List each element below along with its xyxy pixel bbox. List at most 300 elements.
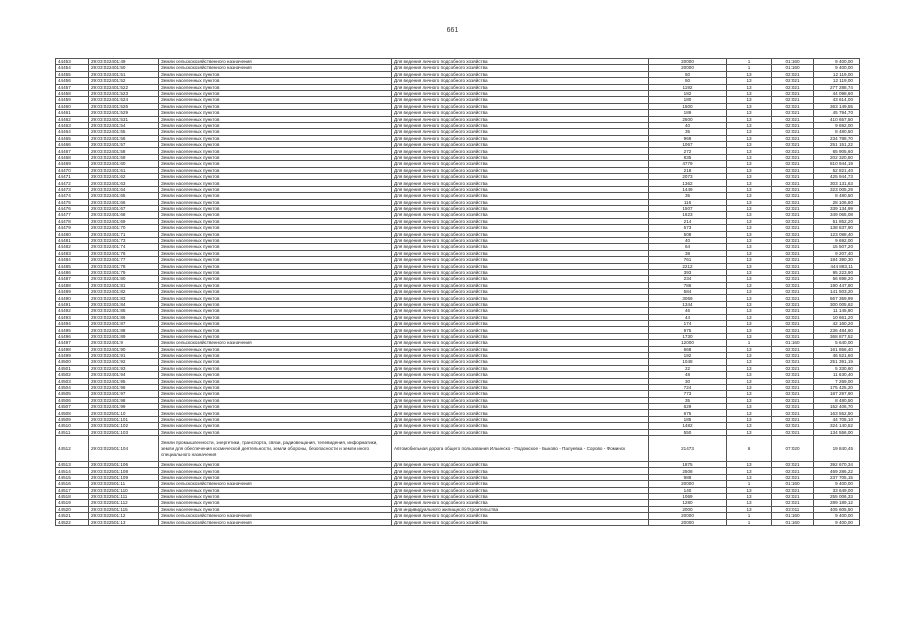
table-row: [56, 436, 860, 462]
cadastral-number: 29:03:022401:83: [89, 295, 159, 301]
cadastral-value: 42 160,20: [814, 321, 860, 327]
activity-code: 02:021: [772, 167, 814, 173]
cadastral-number: 29:03:022401:88: [89, 327, 159, 333]
group-number: 13: [727, 231, 772, 237]
area-value: 22: [649, 365, 727, 371]
row-number: 44483: [56, 250, 89, 256]
land-category: Земли населенных пунктов: [159, 494, 392, 500]
row-number: 44466: [56, 142, 89, 148]
activity-code: 02:021: [772, 494, 814, 500]
cadastral-number: 29:03:022401:87: [89, 321, 159, 327]
permitted-use: Для ведения личного подсобного хозяйства: [392, 250, 649, 256]
permitted-use: Для ведения личного подсобного хозяйства: [392, 327, 649, 333]
land-category: Земли населенных пунктов: [159, 167, 392, 173]
group-number: 13: [727, 161, 772, 167]
cadastral-number: 29:03:022401:95: [89, 378, 159, 384]
activity-code: 07:020: [772, 436, 814, 462]
row-number: 44491: [56, 301, 89, 307]
permitted-use: Для ведения личного подсобного хозяйства: [392, 308, 649, 314]
land-category: Земли населенных пунктов: [159, 129, 392, 135]
area-value: 668: [649, 346, 727, 352]
group-number: 13: [727, 397, 772, 403]
row-number: 44467: [56, 148, 89, 154]
land-registry-table: [55, 58, 860, 526]
permitted-use: Для ведения личного подсобного хозяйства: [392, 474, 649, 480]
permitted-use: Для ведения личного подсобного хозяйства: [392, 340, 649, 346]
row-number: 44468: [56, 154, 89, 160]
activity-code: 02:011: [772, 506, 814, 512]
row-number: 44487: [56, 276, 89, 282]
cadastral-number: 29:03:022401:531: [89, 116, 159, 122]
land-category: Земли населенных пунктов: [159, 142, 392, 148]
cadastral-value: 9 400,00: [814, 513, 860, 519]
area-value: 116: [649, 199, 727, 205]
group-number: 13: [727, 244, 772, 250]
area-value: 20000: [649, 513, 727, 519]
cadastral-value: 324 140,52: [814, 423, 860, 429]
cadastral-value: 7 269,00: [814, 378, 860, 384]
cadastral-number: 29:03:022401:66: [89, 199, 159, 205]
cadastral-value: 237 705,15: [814, 474, 860, 480]
cadastral-number: 29:03:022501:112: [89, 500, 159, 506]
cadastral-number: 29:03:022401:82: [89, 289, 159, 295]
group-number: 13: [727, 116, 772, 122]
area-value: 1500: [649, 103, 727, 109]
activity-code: 01:160: [772, 513, 814, 519]
permitted-use: Для ведения личного подсобного хозяйства: [392, 180, 649, 186]
area-value: 761: [649, 257, 727, 263]
cadastral-value: 405 605,50: [814, 506, 860, 512]
row-number: 44517: [56, 487, 89, 493]
permitted-use: Для ведения личного подсобного хозяйства: [392, 494, 649, 500]
area-value: 35: [649, 193, 727, 199]
row-number: 44479: [56, 225, 89, 231]
cadastral-value: 255 006,33: [814, 494, 860, 500]
permitted-use: Для ведения личного подсобного хозяйства: [392, 468, 649, 474]
row-number: 44512: [56, 436, 89, 462]
permitted-use: Для ведения личного подсобного хозяйства: [392, 244, 649, 250]
cadastral-value: 8 480,50: [814, 129, 860, 135]
permitted-use: Для ведения личного подсобного хозяйства: [392, 314, 649, 320]
group-number: 13: [727, 282, 772, 288]
group-number: 13: [727, 289, 772, 295]
activity-code: 02:021: [772, 218, 814, 224]
activity-code: 02:021: [772, 244, 814, 250]
row-number: 44519: [56, 500, 89, 506]
group-number: 13: [727, 174, 772, 180]
land-category: Земли населенных пунктов: [159, 257, 392, 263]
cadastral-value: 810 944,19: [814, 161, 860, 167]
cadastral-number: 29:03:022401:98: [89, 397, 159, 403]
cadastral-value: 52 821,40: [814, 167, 860, 173]
area-value: 2000: [649, 506, 727, 512]
area-value: 180: [649, 97, 727, 103]
row-number: 44484: [56, 257, 89, 263]
area-value: 12000: [649, 340, 727, 346]
land-category: Земли населенных пунктов: [159, 205, 392, 211]
group-number: 13: [727, 129, 772, 135]
group-number: 13: [727, 359, 772, 365]
activity-code: 02:021: [772, 135, 814, 141]
activity-code: 02:021: [772, 404, 814, 410]
cadastral-number: 29:03:022401:81: [89, 282, 159, 288]
cadastral-number: 29:03:022501:101: [89, 416, 159, 422]
row-number: 44509: [56, 416, 89, 422]
cadastral-number: 29:03:022501:12: [89, 513, 159, 519]
row-number: 44496: [56, 333, 89, 339]
land-category: Земли населенных пунктов: [159, 282, 392, 288]
permitted-use: Для ведения личного подсобного хозяйства: [392, 365, 649, 371]
cadastral-number: 29:03:022401:55: [89, 129, 159, 135]
cadastral-value: 15 507,20: [814, 244, 860, 250]
group-number: 13: [727, 154, 772, 160]
land-category: Земли населенных пунктов: [159, 372, 392, 378]
area-value: 393: [649, 269, 727, 275]
permitted-use: Для ведения личного подсобного хозяйства: [392, 500, 649, 506]
row-number: 44481: [56, 237, 89, 243]
permitted-use: Для ведения личного подсобного хозяйства: [392, 154, 649, 160]
cadastral-number: 29:03:022401:61: [89, 167, 159, 173]
area-value: 20000: [649, 65, 727, 71]
row-number: 44463: [56, 122, 89, 128]
row-number: 44521: [56, 513, 89, 519]
group-number: 13: [727, 301, 772, 307]
cadastral-value: 11 630,40: [814, 372, 860, 378]
activity-code: 02:021: [772, 327, 814, 333]
permitted-use: Для ведения личного подсобного хозяйства: [392, 397, 649, 403]
activity-code: 02:021: [772, 110, 814, 116]
permitted-use: Для ведения личного подсобного хозяйства: [392, 174, 649, 180]
cadastral-number: 29:03:022401:52: [89, 78, 159, 84]
area-value: 1623: [649, 212, 727, 218]
row-number: 44510: [56, 423, 89, 429]
group-number: 13: [727, 333, 772, 339]
cadastral-value: 323 005,29: [814, 186, 860, 192]
land-category: Земли населенных пунктов: [159, 71, 392, 77]
land-category: Земли населенных пунктов: [159, 225, 392, 231]
land-category: Земли населенных пунктов: [159, 365, 392, 371]
land-category: Земли населенных пунктов: [159, 468, 392, 474]
activity-code: 02:021: [772, 212, 814, 218]
group-number: 13: [727, 122, 772, 128]
activity-code: 02:021: [772, 250, 814, 256]
cadastral-number: 29:03:022401:74: [89, 244, 159, 250]
group-number: 13: [727, 327, 772, 333]
cadastral-value: 28 106,80: [814, 199, 860, 205]
cadastral-number: 29:03:022501:115: [89, 506, 159, 512]
land-category: Земли населенных пунктов: [159, 333, 392, 339]
group-number: 13: [727, 384, 772, 390]
cadastral-value: 5 640,00: [814, 340, 860, 346]
land-category: Земли населенных пунктов: [159, 500, 392, 506]
cadastral-value: 10 661,20: [814, 314, 860, 320]
activity-code: 02:021: [772, 462, 814, 468]
land-category: Земли населенных пунктов: [159, 237, 392, 243]
cadastral-value: 45 794,70: [814, 110, 860, 116]
activity-code: 02:021: [772, 487, 814, 493]
cadastral-number: 29:03:022401:68: [89, 212, 159, 218]
row-number: 44469: [56, 161, 89, 167]
permitted-use: Для ведения личного подсобного хозяйства: [392, 404, 649, 410]
cadastral-value: 5 330,60: [814, 365, 860, 371]
permitted-use: Для ведения личного подсобного хозяйства: [392, 378, 649, 384]
area-value: 508: [649, 231, 727, 237]
land-category: Земли населенных пунктов: [159, 391, 392, 397]
row-number: 44498: [56, 346, 89, 352]
area-value: 44: [649, 314, 727, 320]
land-category: Земли населенных пунктов: [159, 84, 392, 90]
activity-code: 01:160: [772, 65, 814, 71]
row-number: 44472: [56, 180, 89, 186]
row-number: 44470: [56, 167, 89, 173]
cadastral-value: 303 131,63: [814, 180, 860, 186]
cadastral-number: 29:03:022401:96: [89, 384, 159, 390]
group-number: 1: [727, 481, 772, 487]
row-number: 44499: [56, 352, 89, 358]
area-value: 1280: [649, 500, 727, 506]
permitted-use: Для ведения личного подсобного хозяйства: [392, 161, 649, 167]
activity-code: 02:021: [772, 90, 814, 96]
group-number: 13: [727, 506, 772, 512]
land-category: Земли населенных пунктов: [159, 110, 392, 116]
land-category: Земли населенных пунктов: [159, 148, 392, 154]
cadastral-number: 29:03:022401:78: [89, 263, 159, 269]
permitted-use: Для ведения личного подсобного хозяйства: [392, 218, 649, 224]
area-value: 140: [649, 487, 727, 493]
land-category: Земли населенных пунктов: [159, 397, 392, 403]
land-category: Земли населенных пунктов: [159, 97, 392, 103]
group-number: 13: [727, 193, 772, 199]
permitted-use: Для ведения личного подсобного хозяйства: [392, 429, 649, 435]
row-number: 44460: [56, 103, 89, 109]
row-number: 44520: [56, 506, 89, 512]
permitted-use: Для ведения личного подсобного хозяйства: [392, 116, 649, 122]
cadastral-number: 29:03:022401:86: [89, 314, 159, 320]
permitted-use: Для ведения личного подсобного хозяйства: [392, 135, 649, 141]
row-number: 44502: [56, 372, 89, 378]
permitted-use: Для ведения личного подсобного хозяйства: [392, 237, 649, 243]
area-value: 214: [649, 218, 727, 224]
row-number: 44513: [56, 462, 89, 468]
cadastral-value: 138 837,90: [814, 225, 860, 231]
area-value: 988: [649, 474, 727, 480]
cadastral-value: 184 390,30: [814, 257, 860, 263]
activity-code: 02:021: [772, 161, 814, 167]
land-category: Земли промышленности, энергетики, транспорта, связи, радиовещания, телевидения, информатики, земли для обеспечения космической деятельности, земли обороны, безопасности и земли иного специального назначения: [159, 436, 392, 462]
row-number: 44485: [56, 263, 89, 269]
cadastral-value: 56 698,20: [814, 276, 860, 282]
cadastral-value: 46 521,60: [814, 352, 860, 358]
land-category: Земли населенных пунктов: [159, 78, 392, 84]
permitted-use: Для ведения личного подсобного хозяйства: [392, 487, 649, 493]
group-number: 13: [727, 148, 772, 154]
land-category: Земли населенных пунктов: [159, 423, 392, 429]
area-value: 573: [649, 225, 727, 231]
permitted-use: Для ведения личного подсобного хозяйства: [392, 205, 649, 211]
permitted-use: Для ведения личного подсобного хозяйства: [392, 199, 649, 205]
area-value: 40: [649, 122, 727, 128]
area-value: 2073: [649, 174, 727, 180]
cadastral-number: 29:03:022401:51: [89, 71, 159, 77]
permitted-use: Для ведения личного подсобного хозяйства: [392, 78, 649, 84]
activity-code: 02:021: [772, 199, 814, 205]
row-number: 44482: [56, 244, 89, 250]
cadastral-value: 12 119,00: [814, 78, 860, 84]
row-number: 44518: [56, 494, 89, 500]
area-value: 185: [649, 416, 727, 422]
group-number: 13: [727, 218, 772, 224]
group-number: 13: [727, 250, 772, 256]
area-value: 975: [649, 327, 727, 333]
group-number: 13: [727, 225, 772, 231]
row-number: 44477: [56, 212, 89, 218]
activity-code: 02:021: [772, 237, 814, 243]
row-number: 44515: [56, 474, 89, 480]
group-number: 13: [727, 90, 772, 96]
permitted-use: Для ведения личного подсобного хозяйства: [392, 513, 649, 519]
area-value: 30: [649, 378, 727, 384]
activity-code: 02:021: [772, 352, 814, 358]
page-number: 661: [446, 27, 459, 34]
activity-code: 02:021: [772, 397, 814, 403]
row-number: 44500: [56, 359, 89, 365]
group-number: 13: [727, 378, 772, 384]
group-number: 13: [727, 84, 772, 90]
cadastral-value: 277 288,74: [814, 84, 860, 90]
cadastral-number: 29:03:022401:63: [89, 180, 159, 186]
area-value: 1449: [649, 186, 727, 192]
area-value: 218: [649, 167, 727, 173]
row-number: 44458: [56, 90, 89, 96]
row-number: 44488: [56, 282, 89, 288]
cadastral-value: 9 400,00: [814, 59, 860, 65]
row-number: 44504: [56, 384, 89, 390]
activity-code: 02:021: [772, 423, 814, 429]
group-number: 13: [727, 423, 772, 429]
cadastral-value: 368 877,52: [814, 333, 860, 339]
activity-code: 02:021: [772, 142, 814, 148]
land-category: Земли населенных пунктов: [159, 301, 392, 307]
area-value: 40: [649, 237, 727, 243]
cadastral-number: 29:03:022401:49: [89, 59, 159, 65]
area-value: 35: [649, 129, 727, 135]
land-category: Земли населенных пунктов: [159, 462, 392, 468]
permitted-use: Для ведения личного подсобного хозяйства: [392, 391, 649, 397]
cadastral-number: 29:03:022401:67: [89, 205, 159, 211]
cadastral-number: 29:03:022401:57: [89, 142, 159, 148]
cadastral-number: 29:03:022401:526: [89, 103, 159, 109]
permitted-use: Для ведения личного подсобного хозяйства: [392, 481, 649, 487]
permitted-use: Для ведения личного подсобного хозяйства: [392, 122, 649, 128]
permitted-use: Для ведения личного подсобного хозяйства: [392, 110, 649, 116]
land-category: Земли населенных пунктов: [159, 231, 392, 237]
cadastral-value: 567 359,99: [814, 295, 860, 301]
land-category: Земли населенных пунктов: [159, 384, 392, 390]
land-category: Земли населенных пунктов: [159, 352, 392, 358]
activity-code: 02:021: [772, 276, 814, 282]
land-category: Земли населенных пунктов: [159, 410, 392, 416]
activity-code: 02:021: [772, 314, 814, 320]
group-number: 13: [727, 391, 772, 397]
cadastral-number: 29:03:022501:110: [89, 487, 159, 493]
land-category: Земли населенных пунктов: [159, 218, 392, 224]
cadastral-value: 190 447,80: [814, 282, 860, 288]
permitted-use: Для ведения личного подсобного хозяйства: [392, 167, 649, 173]
cadastral-value: 444 883,11: [814, 263, 860, 269]
row-number: 44461: [56, 110, 89, 116]
activity-code: 02:021: [772, 129, 814, 135]
permitted-use: Для ведения личного подсобного хозяйства: [392, 97, 649, 103]
cadastral-number: 29:03:022501:104: [89, 436, 159, 462]
cadastral-value: 363 149,55: [814, 103, 860, 109]
cadastral-value: 9 400,00: [814, 65, 860, 71]
land-category: Земли населенных пунктов: [159, 186, 392, 192]
area-value: 50: [649, 71, 727, 77]
permitted-use: Для ведения личного подсобного хозяйства: [392, 225, 649, 231]
cadastral-number: 29:03:022401:523: [89, 90, 159, 96]
land-category: Земли населенных пунктов: [159, 474, 392, 480]
cadastral-value: 12 119,00: [814, 71, 860, 77]
row-number: 44497: [56, 340, 89, 346]
group-number: 13: [727, 103, 772, 109]
cadastral-value: 44 098,60: [814, 90, 860, 96]
land-category: Земли населенных пунктов: [159, 154, 392, 160]
row-number: 44456: [56, 78, 89, 84]
activity-code: 02:021: [772, 429, 814, 435]
area-value: 174: [649, 321, 727, 327]
cadastral-value: 187 297,90: [814, 391, 860, 397]
group-number: 13: [727, 135, 772, 141]
group-number: 13: [727, 429, 772, 435]
activity-code: 02:021: [772, 468, 814, 474]
group-number: 13: [727, 308, 772, 314]
activity-code: 02:021: [772, 257, 814, 263]
land-category: Земли населенных пунктов: [159, 276, 392, 282]
area-value: 1362: [649, 180, 727, 186]
activity-code: 02:021: [772, 391, 814, 397]
land-category: Земли сельскохозяйственного назначения: [159, 65, 392, 71]
group-number: 1: [727, 65, 772, 71]
group-number: 13: [727, 314, 772, 320]
land-category: Земли населенных пунктов: [159, 174, 392, 180]
area-value: 786: [649, 282, 727, 288]
group-number: 13: [727, 404, 772, 410]
land-category: Земли населенных пунктов: [159, 244, 392, 250]
cadastral-number: 29:03:022401:56: [89, 135, 159, 141]
row-number: 44508: [56, 410, 89, 416]
activity-code: 02:021: [772, 308, 814, 314]
cadastral-value: 163 552,50: [814, 410, 860, 416]
group-number: 13: [727, 500, 772, 506]
cadastral-value: 19 840,45: [814, 436, 860, 462]
permitted-use: Для ведения личного подсобного хозяйства: [392, 321, 649, 327]
area-value: 48: [649, 372, 727, 378]
land-category: Земли населенных пунктов: [159, 180, 392, 186]
cadastral-value: 9 692,00: [814, 122, 860, 128]
cadastral-number: 29:03:022401:59: [89, 154, 159, 160]
activity-code: 02:021: [772, 301, 814, 307]
permitted-use: Для ведения личного подсобного хозяйства: [392, 423, 649, 429]
activity-code: 02:021: [772, 84, 814, 90]
land-category: Земли населенных пунктов: [159, 295, 392, 301]
group-number: 1: [727, 519, 772, 525]
cadastral-number: 29:03:022501:108: [89, 468, 159, 474]
cadastral-number: 29:03:022401:69: [89, 218, 159, 224]
land-category: Земли населенных пунктов: [159, 122, 392, 128]
cadastral-number: 29:03:022401:524: [89, 97, 159, 103]
cadastral-number: 29:03:022401:77: [89, 257, 159, 263]
cadastral-number: 29:03:022401:85: [89, 308, 159, 314]
